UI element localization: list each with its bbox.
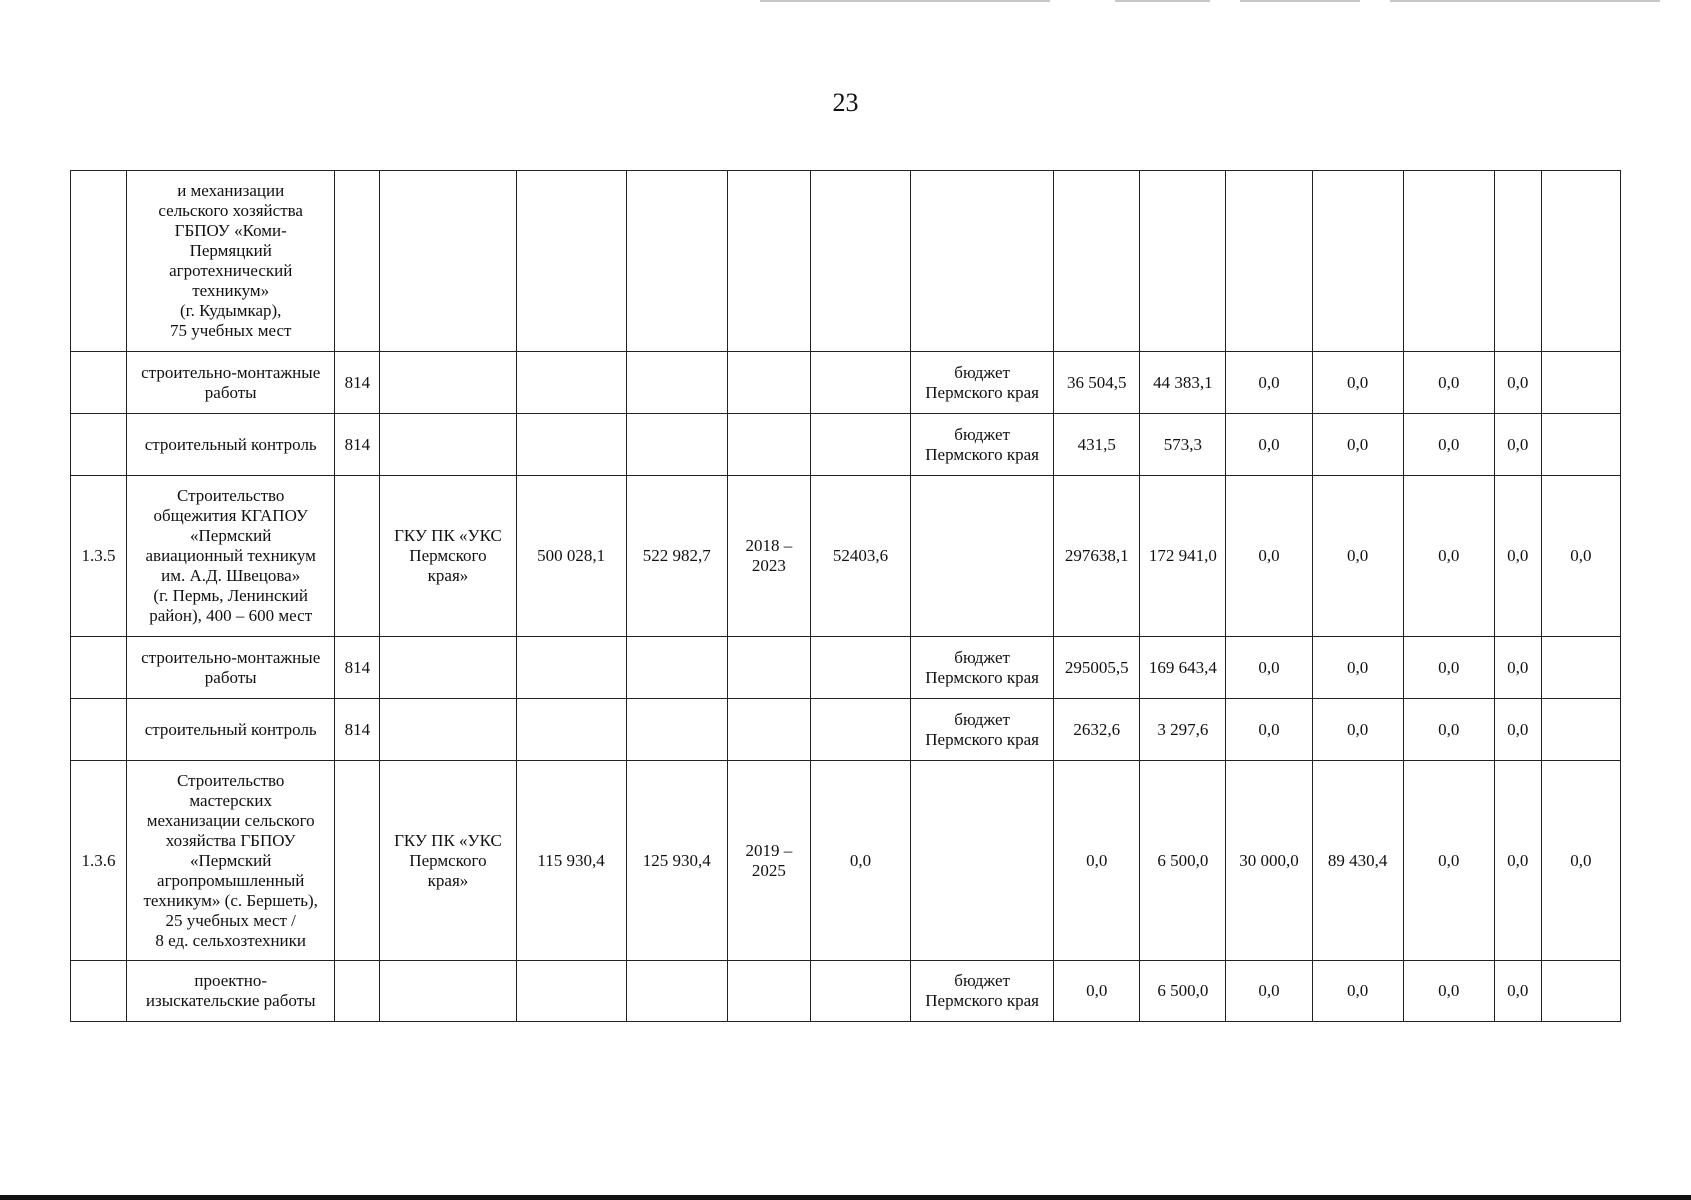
- cost-current-cell: [626, 637, 727, 699]
- year-4-cell: 0,0: [1312, 476, 1403, 637]
- code-cell: [335, 476, 380, 637]
- year-4-cell: 0,0: [1312, 414, 1403, 476]
- year-3-cell: 0,0: [1226, 352, 1312, 414]
- source-cell: бюджет Пермского края: [911, 699, 1054, 761]
- year-2-cell: [1140, 171, 1226, 352]
- cost-cell: [516, 637, 626, 699]
- customer-cell: ГКУ ПК «УКС Пермского края»: [380, 761, 516, 961]
- budget-table-body: [71, 171, 1621, 1022]
- year-2-cell: 573,3: [1140, 414, 1226, 476]
- year-5-cell: [1403, 171, 1494, 352]
- source-cell: [911, 476, 1054, 637]
- year-5-cell: 0,0: [1403, 476, 1494, 637]
- spent-cell: [810, 961, 910, 1022]
- year-6-cell: [1494, 171, 1541, 352]
- total-extra-cell: [1541, 171, 1620, 352]
- spent-cell: [810, 699, 910, 761]
- cost-current-cell: [626, 171, 727, 352]
- year-5-cell: 0,0: [1403, 414, 1494, 476]
- spent-cell: 0,0: [810, 761, 910, 961]
- cost-current-cell: 125 930,4: [626, 761, 727, 961]
- year-6-cell: 0,0: [1494, 414, 1541, 476]
- total-extra-cell: 0,0: [1541, 761, 1620, 961]
- customer-cell: [380, 961, 516, 1022]
- scan-edge-mark: [1240, 0, 1360, 2]
- year-2-cell: 172 941,0: [1140, 476, 1226, 637]
- year-1-cell: 0,0: [1054, 761, 1140, 961]
- year-1-cell: 0,0: [1054, 961, 1140, 1022]
- cost-cell: 115 930,4: [516, 761, 626, 961]
- cost-current-cell: [626, 961, 727, 1022]
- total-extra-cell: [1541, 414, 1620, 476]
- year-6-cell: 0,0: [1494, 761, 1541, 961]
- year-5-cell: 0,0: [1403, 961, 1494, 1022]
- number-cell: [71, 699, 127, 761]
- total-extra-cell: 0,0: [1541, 476, 1620, 637]
- spent-cell: [810, 414, 910, 476]
- year-6-cell: 0,0: [1494, 352, 1541, 414]
- number-cell: [71, 171, 127, 352]
- year-1-cell: 297638,1: [1054, 476, 1140, 637]
- year-3-cell: 0,0: [1226, 414, 1312, 476]
- page-number: 23: [832, 88, 859, 117]
- cost-current-cell: [626, 699, 727, 761]
- name-cell: строительно-монтажные работы: [127, 637, 335, 699]
- code-cell: [335, 171, 380, 352]
- source-cell: бюджет Пермского края: [911, 637, 1054, 699]
- number-cell: [71, 414, 127, 476]
- year-3-cell: 0,0: [1226, 476, 1312, 637]
- scan-edge-mark: [760, 0, 1050, 2]
- code-cell: 814: [335, 699, 380, 761]
- year-3-cell: [1226, 171, 1312, 352]
- budget-table: [70, 170, 1621, 1022]
- number-cell: [71, 637, 127, 699]
- period-cell: [727, 171, 810, 352]
- spent-cell: [810, 637, 910, 699]
- year-3-cell: 0,0: [1226, 637, 1312, 699]
- code-cell: 814: [335, 637, 380, 699]
- customer-cell: [380, 414, 516, 476]
- number-cell: [71, 961, 127, 1022]
- code-cell: 814: [335, 414, 380, 476]
- cost-current-cell: 522 982,7: [626, 476, 727, 637]
- year-5-cell: 0,0: [1403, 352, 1494, 414]
- spent-cell: [810, 171, 910, 352]
- cost-cell: [516, 961, 626, 1022]
- cost-current-cell: [626, 352, 727, 414]
- table-row-subitem: [71, 414, 1621, 476]
- table-row-project: [71, 476, 1621, 637]
- cost-current-cell: [626, 414, 727, 476]
- year-5-cell: 0,0: [1403, 637, 1494, 699]
- name-cell: строительный контроль: [127, 414, 335, 476]
- total-extra-cell: [1541, 637, 1620, 699]
- year-4-cell: 0,0: [1312, 352, 1403, 414]
- year-4-cell: 0,0: [1312, 961, 1403, 1022]
- year-6-cell: 0,0: [1494, 637, 1541, 699]
- year-1-cell: 2632,6: [1054, 699, 1140, 761]
- name-cell: строительно-монтажные работы: [127, 352, 335, 414]
- year-2-cell: 44 383,1: [1140, 352, 1226, 414]
- customer-cell: [380, 637, 516, 699]
- code-cell: [335, 761, 380, 961]
- period-cell: 2019 – 2025: [727, 761, 810, 961]
- spent-cell: [810, 352, 910, 414]
- customer-cell: ГКУ ПК «УКС Пермского края»: [380, 476, 516, 637]
- customer-cell: [380, 352, 516, 414]
- name-cell: Строительство общежития КГАПОУ «Пермский авиационный техникум им. А.Д. Швецова» (г. Пермь, Ленинский район), 400 – 600 мест: [127, 476, 335, 637]
- year-1-cell: [1054, 171, 1140, 352]
- year-4-cell: [1312, 171, 1403, 352]
- total-extra-cell: [1541, 699, 1620, 761]
- year-2-cell: 3 297,6: [1140, 699, 1226, 761]
- table-row-subitem: [71, 637, 1621, 699]
- name-cell: проектно- изыскательские работы: [127, 961, 335, 1022]
- period-cell: [727, 961, 810, 1022]
- year-4-cell: 89 430,4: [1312, 761, 1403, 961]
- cost-cell: [516, 699, 626, 761]
- year-3-cell: 0,0: [1226, 699, 1312, 761]
- year-1-cell: 431,5: [1054, 414, 1140, 476]
- year-3-cell: 30 000,0: [1226, 761, 1312, 961]
- year-5-cell: 0,0: [1403, 699, 1494, 761]
- source-cell: бюджет Пермского края: [911, 352, 1054, 414]
- total-extra-cell: [1541, 961, 1620, 1022]
- year-1-cell: 295005,5: [1054, 637, 1140, 699]
- spent-cell: 52403,6: [810, 476, 910, 637]
- name-cell: и механизации сельского хозяйства ГБПОУ «Коми- Пермяцкий агротехнический техникум» (г. Кудымкар), 75 учебных мест: [127, 171, 335, 352]
- code-cell: [335, 961, 380, 1022]
- table-row-project: [71, 761, 1621, 961]
- cost-cell: [516, 171, 626, 352]
- cost-cell: [516, 414, 626, 476]
- year-6-cell: 0,0: [1494, 961, 1541, 1022]
- period-cell: [727, 699, 810, 761]
- period-cell: 2018 – 2023: [727, 476, 810, 637]
- scan-bottom-edge: [0, 1195, 1691, 1200]
- cost-cell: 500 028,1: [516, 476, 626, 637]
- year-2-cell: 6 500,0: [1140, 761, 1226, 961]
- source-cell: [911, 761, 1054, 961]
- number-cell: 1.3.5: [71, 476, 127, 637]
- source-cell: бюджет Пермского края: [911, 961, 1054, 1022]
- period-cell: [727, 352, 810, 414]
- year-4-cell: 0,0: [1312, 699, 1403, 761]
- source-cell: [911, 171, 1054, 352]
- period-cell: [727, 637, 810, 699]
- year-3-cell: 0,0: [1226, 961, 1312, 1022]
- cost-cell: [516, 352, 626, 414]
- scan-edge-mark: [1115, 0, 1210, 2]
- name-cell: Строительство мастерских механизации сельского хозяйства ГБПОУ «Пермский агропромышленный техникум» (с. Бершеть), 25 учебных мест / 8 ед. сельхозтехники: [127, 761, 335, 961]
- scan-edge-marks: [0, 0, 1691, 4]
- table-row-subitem: [71, 961, 1621, 1022]
- number-cell: 1.3.6: [71, 761, 127, 961]
- code-cell: 814: [335, 352, 380, 414]
- source-cell: бюджет Пермского края: [911, 414, 1054, 476]
- table-row-subitem: [71, 699, 1621, 761]
- year-2-cell: 6 500,0: [1140, 961, 1226, 1022]
- year-6-cell: 0,0: [1494, 476, 1541, 637]
- year-4-cell: 0,0: [1312, 637, 1403, 699]
- customer-cell: [380, 699, 516, 761]
- customer-cell: [380, 171, 516, 352]
- scan-edge-mark: [1390, 0, 1660, 2]
- year-2-cell: 169 643,4: [1140, 637, 1226, 699]
- number-cell: [71, 352, 127, 414]
- year-1-cell: 36 504,5: [1054, 352, 1140, 414]
- total-extra-cell: [1541, 352, 1620, 414]
- period-cell: [727, 414, 810, 476]
- table-row-subitem: [71, 352, 1621, 414]
- year-6-cell: 0,0: [1494, 699, 1541, 761]
- name-cell: строительный контроль: [127, 699, 335, 761]
- table-row-continuation: [71, 171, 1621, 352]
- year-5-cell: 0,0: [1403, 761, 1494, 961]
